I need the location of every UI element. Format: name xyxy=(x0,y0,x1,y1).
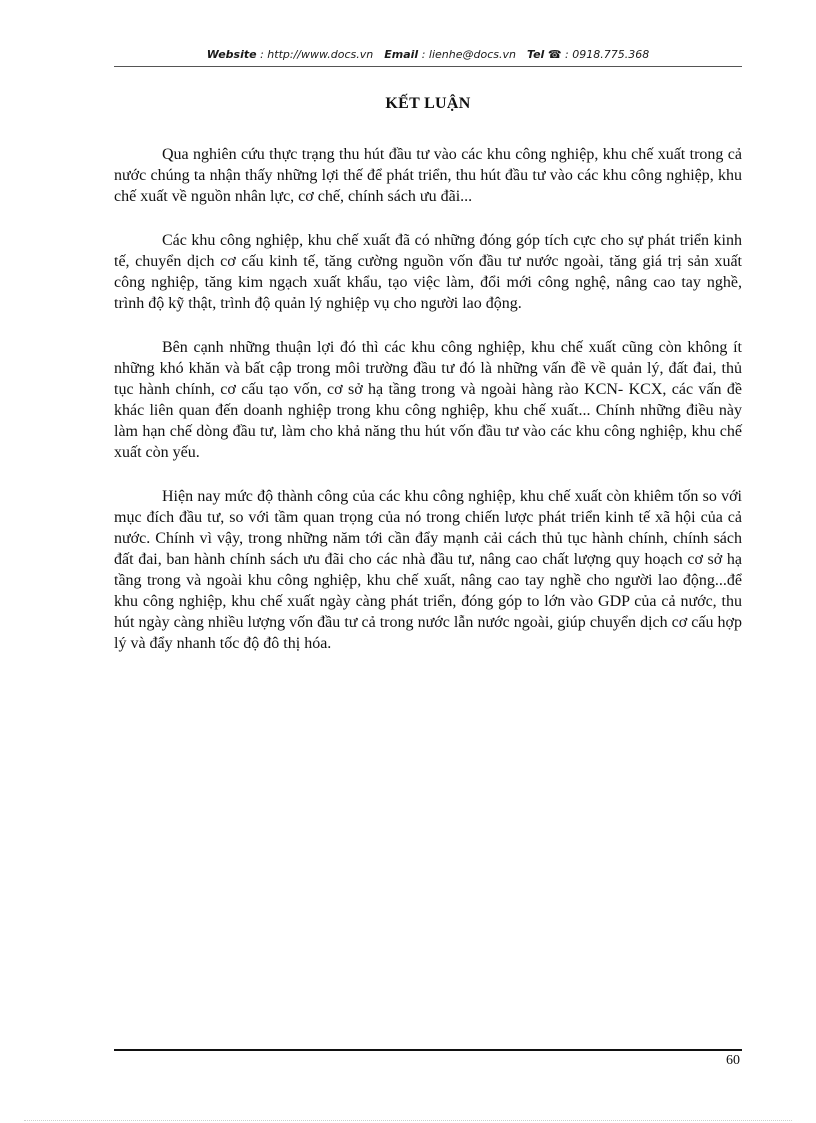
phone-icon: ☎ xyxy=(547,48,562,61)
website-label: Website xyxy=(206,48,257,61)
tel-label: Tel xyxy=(526,48,545,61)
email-label: Email xyxy=(384,48,419,61)
paragraph: Bên cạnh những thuận lợi đó thì các khu công nghiệp, khu chế xuất cũng còn không ít những khó khăn và bất cập trong môi trường đầu tư đó là những vấn đề về quản lý, đất đai, thủ tục hành chính, cơ cấu tạo vốn, cơ sở hạ tầng trong và ngoài hàng rào KCN- KCX, các vấn đề khác liên quan đến doanh nghiệp trong khu công nghiệp, khu chế xuất... Chính những điều này làm hạn chế dòng đầu tư, làm cho khả năng thu hút vốn đầu tư vào các khu công nghiệp, khu chế xuất còn yếu. xyxy=(114,339,742,461)
document-body xyxy=(114,144,742,677)
page-title: KẾT LUẬN xyxy=(385,95,471,112)
tel-value: : 0918.775.368 xyxy=(565,48,650,61)
footer-divider xyxy=(114,1049,742,1051)
page-number: 60 xyxy=(726,1053,740,1068)
paragraph: Qua nghiên cứu thực trạng thu hút đầu tư vào các khu công nghiệp, khu chế xuất trong cả nước chúng ta nhận thấy những lợi thế để phát triển, thu hút đầu tư vào các khu công nghiệp, khu chế xuất về nguồn nhân lực, cơ chế, chính sách ưu đãi... xyxy=(114,146,742,205)
paragraph: Các khu công nghiệp, khu chế xuất đã có những đóng góp tích cực cho sự phát triển kinh tế, chuyển dịch cơ cấu kinh tế, tăng cường nguồn vốn đầu tư nước ngoài, tăng giá trị sản xuất công nghiệp, tăng kim ngạch xuất khẩu, tạo việc làm, đổi mới công nghệ, nâng cao tay nghề, trình độ kỹ thật, trình độ quản lý nghiệp vụ cho người lao động. xyxy=(114,232,742,312)
header-divider xyxy=(114,66,742,67)
paragraph: Hiện nay mức độ thành công của các khu công nghiệp, khu chế xuất còn khiêm tốn so với mục đích đầu tư, so với tầm quan trọng của nó trong chiến lược phát triển kinh tế xã hội của cả nước. Chính vì vậy, trong những năm tới cần đẩy mạnh cải cách thủ tục hành chính, chính sách đất đai, ban hành chính sách ưu đãi cho các nhà đầu tư, nâng cao chất lượng quy hoạch cơ sở hạ tầng trong và ngoài khu công nghiệp, khu chế xuất, nâng cao tay nghề cho người lao động...để khu công nghiệp, khu chế xuất ngày càng phát triển, đóng góp to lớn vào GDP của cả nước, thu hút ngày càng nhiều lượng vốn đầu tư cả trong nước lẫn nước ngoài, giúp chuyển dịch cơ cấu hợp lý và đẩy nhanh tốc độ đô thị hóa. xyxy=(114,488,742,652)
page-bottom-border xyxy=(24,1120,792,1121)
page-header xyxy=(114,48,742,61)
website-value: : http://www.docs.vn xyxy=(260,48,374,61)
email-value: : lienhe@docs.vn xyxy=(421,48,516,61)
